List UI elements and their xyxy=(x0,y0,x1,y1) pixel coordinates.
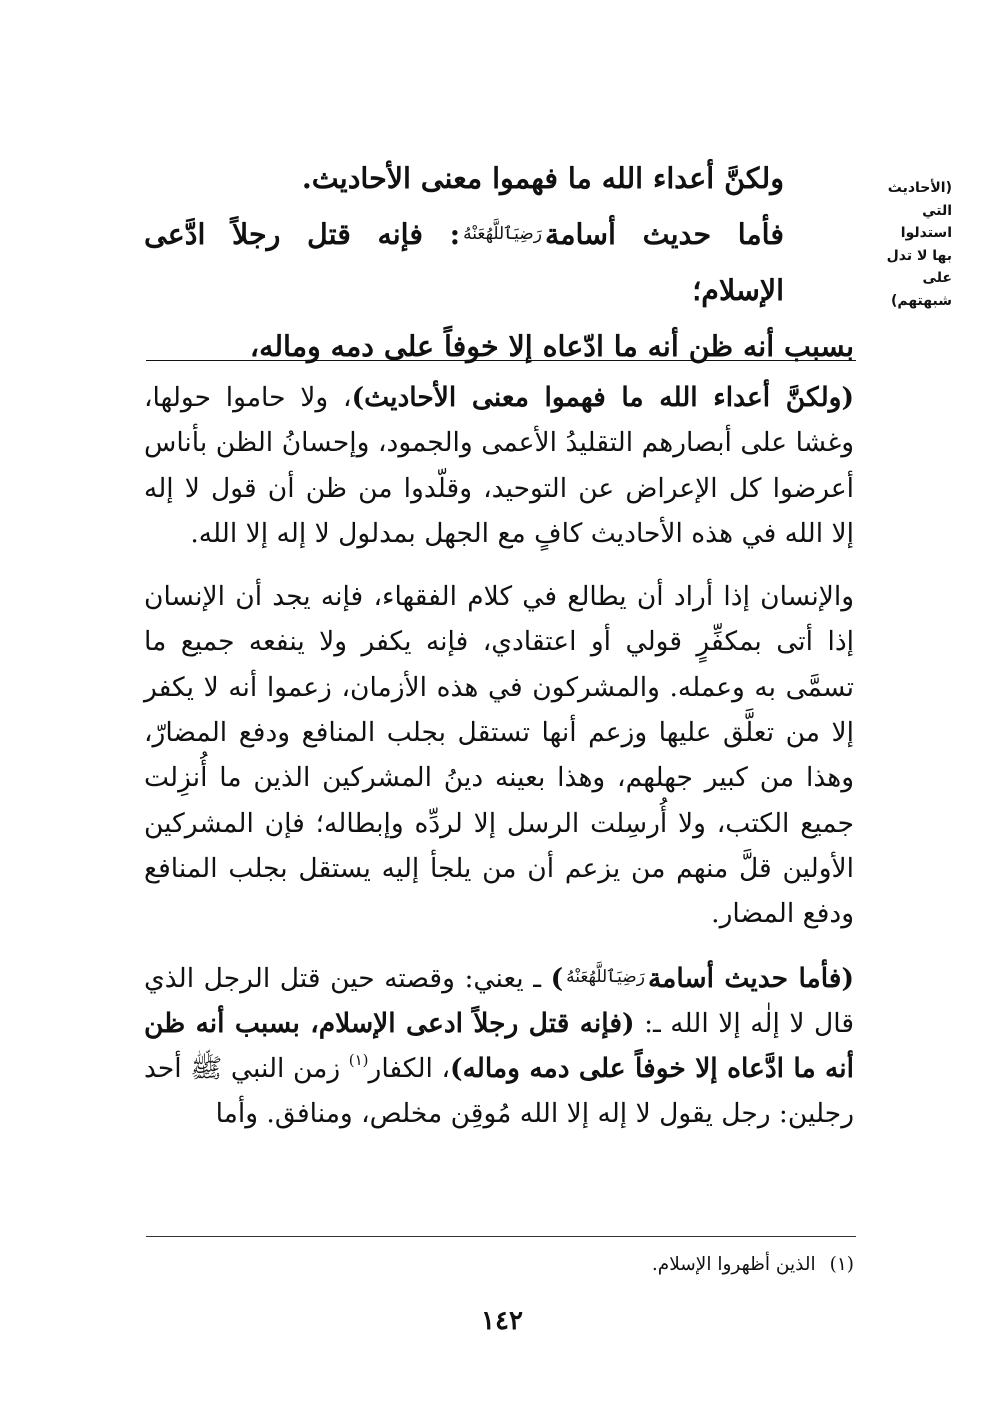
paragraph-text: زمن النبي xyxy=(230,1053,349,1085)
matn-line-2 xyxy=(144,206,854,318)
commentary-paragraph-3 xyxy=(144,955,854,1137)
salawat-symbol: ﷺ xyxy=(190,1053,223,1085)
quoted-matn-close: ) xyxy=(550,962,564,994)
honorific-radiallahu-anhu: رَضِيَٱللَّهُعَنْهُ xyxy=(463,224,542,244)
footnote-number: (١) xyxy=(829,1254,854,1275)
matn-line-2-start: فأما حديث أسامة xyxy=(544,217,784,251)
footnote-divider xyxy=(146,1236,856,1237)
footnote xyxy=(144,1252,854,1278)
footnote-reference: (١) xyxy=(348,1051,369,1070)
quoted-matn xyxy=(551,963,854,994)
matn-line-1: ولكنَّ أعداء الله ما فهموا معنى الأحاديث. xyxy=(301,161,784,195)
matn-line-3: بسبب أنه ظن أنه ما ادّعاه إلا خوفاً على دمه وماله، xyxy=(249,329,854,363)
quoted-matn-text: (فأما حديث أسامة xyxy=(647,962,854,994)
paragraph-text: ـ يعني: وقصته حين قتل الرجل الذي قال لا إلٰه إلا الله ـ: xyxy=(144,962,854,1039)
paragraph-text: ، الكفار xyxy=(368,1053,451,1085)
matn-line-2-end: : فإنه قتل رجلاً ادَّعى الإسلام؛ xyxy=(144,217,784,307)
commentary-text xyxy=(144,375,854,1137)
page-number: ١٤٢ xyxy=(481,1306,523,1336)
margin-note: (الأحاديث التي استدلوا بها لا تدل على شبهتهم) xyxy=(886,180,952,309)
paragraph-text: أحد رجلين: رجل يقول لا إله إلا الله مُوقِن مخلص، ومنافق. وأما xyxy=(144,1053,854,1130)
matn-text xyxy=(144,150,854,374)
footnote-text: الذين أظهروا الإسلام. xyxy=(651,1254,816,1275)
quoted-matn: (ولكنَّ أعداء الله ما فهموا معنى الأحاديث) xyxy=(351,382,854,413)
commentary-paragraph-2: والإنسان إذا أراد أن يطالع في كلام الفقهاء، فإنه يجد أن الإنسان إذا أتى بمكفِّرٍ قولي أو اعتقادي، فإنه يكفر ولا ينفعه جميع ما تسمَّى به وعمله. والمشركون في هذه الأزمان، زعموا أنه لا يكفر إلا من تعلَّق عليها وزعم أنها تستقل بجلب المنافع ودفع المضارّ، وهذا من كبير جهلهم، وهذا بعينه دينُ المشركين الذين ما أُنزِلت جميع الكتب، ولا أُرسِلت الرسل إلا لردِّه وإبطاله؛ فإن المشركين الأولين قلَّ منهم من يزعم أن من يلجأ إليه يستقل بجلب المنافع ودفع المضار. xyxy=(144,581,854,930)
commentary-paragraph-1 xyxy=(144,375,854,556)
quoted-matn: (فإنه قتل رجلاً ادعى الإسلام، بسبب أنه ظن أنه ما ادَّعاه إلا خوفاً على دمه وماله) xyxy=(144,1007,855,1085)
honorific-radiallahu-anhu: رَضِيَٱللَّهُعَنْهُ xyxy=(566,966,645,987)
matn-divider xyxy=(146,360,856,361)
paragraph-text: ، ولا حاموا حولها، وغشا على أبصارهم التقليدُ الأعمى والجمود، وإحسانُ الظن بأناس أعرضوا كل الإعراض عن التوحيد، وقلّدوا من ظن أن قول لا إله إلا الله في هذه الأحاديث كافٍ مع الجهل بمدلول لا إله إلا الله. xyxy=(144,382,854,549)
